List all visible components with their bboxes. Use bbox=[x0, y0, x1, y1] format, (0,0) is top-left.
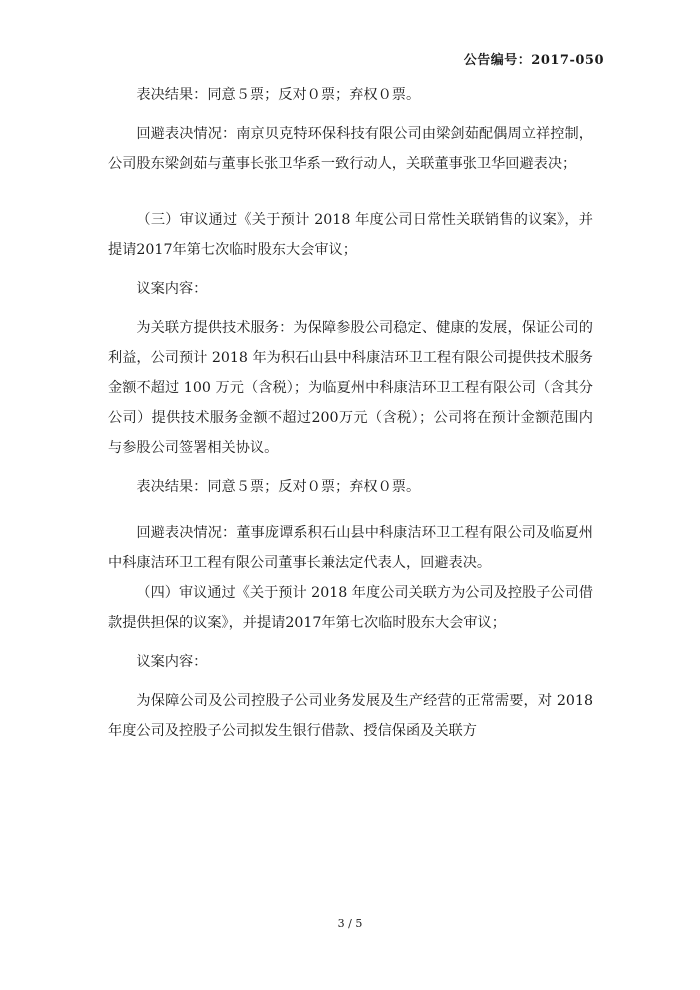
resolution-3-paragraph: （三）审议通过《关于预计 2018 年度公司日常性关联销售的议案》，并提请2017年第七次临时股东大会审议； bbox=[108, 212, 593, 258]
page-number: 3 / 5 bbox=[337, 917, 363, 930]
vote-result-paragraph: 表决结果：同意５票；反对０票；弃权０票。 bbox=[136, 479, 421, 495]
document-body bbox=[108, 80, 593, 746]
proposal-content-label: 议案内容： bbox=[136, 281, 208, 297]
related-services-paragraph: 为关联方提供技术服务：为保障参股公司稳定、健康的发展，保证公司的利益，公司预计 2018 年为积石山县中科康洁环卫工程有限公司提供技术服务金额不超过 100 万元（含税）；为临夏州中科康洁环卫工程有限公司（含其分公司）提供技术服务金额不超过200万元（含税）；公司将在预计金额范围内与参股公司签署相关协议。 bbox=[108, 320, 593, 456]
proposal-content-label: 议案内容： bbox=[136, 654, 208, 670]
announcement-number: 公告编号：2017-050 bbox=[463, 53, 604, 68]
vote-result-paragraph: 表决结果：同意５票；反对０票；弃权０票。 bbox=[136, 87, 421, 103]
recusal-paragraph: 回避表决情况：董事庞谭系积石山县中科康洁环卫工程有限公司及临夏州中科康洁环卫工程有限公司董事长兼法定代表人，回避表决。 bbox=[108, 525, 593, 571]
guarantee-intro-paragraph: 为保障公司及公司控股子公司业务发展及生产经营的正常需要，对 2018 年度公司及控股子公司拟发生银行借款、授信保函及关联方 bbox=[108, 693, 593, 739]
resolution-4-paragraph: （四）审议通过《关于预计 2018 年度公司关联方为公司及控股子公司借款提供担保的议案》，并提请2017年第七次临时股东大会审议； bbox=[108, 585, 593, 631]
recusal-paragraph: 回避表决情况：南京贝克特环保科技有限公司由梁剑茹配偶周立祥控制，公司股东梁剑茹与董事长张卫华系一致行动人，关联董事张卫华回避表决； bbox=[108, 126, 593, 172]
